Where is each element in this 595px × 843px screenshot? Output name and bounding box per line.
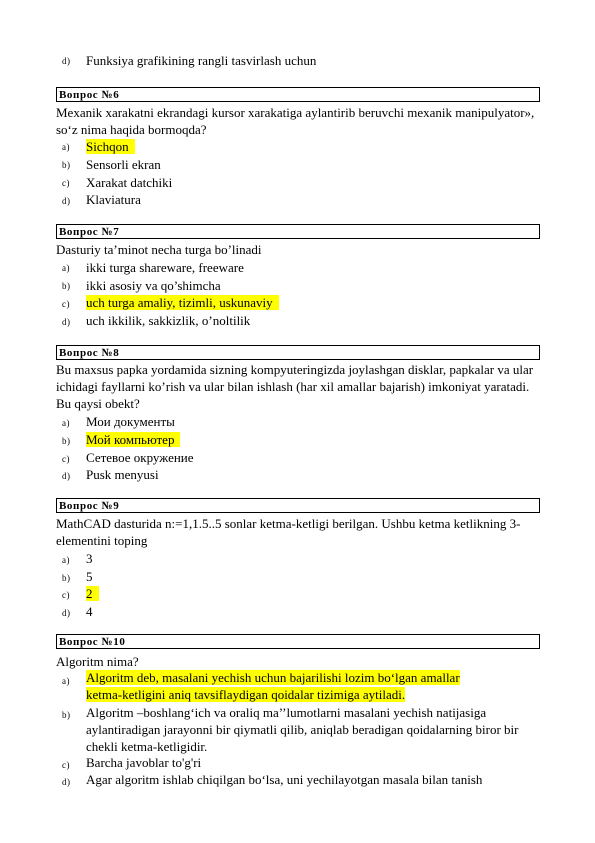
question-header [56, 87, 540, 102]
question-header [56, 498, 540, 513]
question-number: Вопрос №10 [59, 636, 126, 648]
question-text: Dasturiy ta’minot necha turga bo’linadi [56, 242, 262, 257]
option-text: Funksiya grafikining rangli tasvirlash uchun [86, 53, 317, 68]
question-header [56, 224, 540, 239]
option-text: Sichqon [86, 138, 135, 155]
option-letter: d) [62, 56, 71, 66]
option-letter: b) [62, 573, 71, 583]
option-letter: c) [62, 178, 70, 188]
question-text: Mexanik xarakatni ekrandagi kursor xarakatiga aylantirib beruvchi mexanik manipulyator», so‘z nima haqida bormoqda? [56, 105, 535, 137]
option-text: Agar algoritm ishlab chiqilgan bo‘lsa, uni yechilayotgan masala bilan tanish [86, 772, 483, 787]
option-letter: d) [62, 777, 71, 787]
option-text: Sensorli ekran [86, 157, 161, 172]
option-letter: b) [62, 281, 71, 291]
question-number: Вопрос №9 [59, 500, 120, 512]
option-text: Мой компьютер [86, 431, 180, 448]
option-letter: a) [62, 263, 70, 273]
option-letter: c) [62, 760, 70, 770]
option-text: ikki asosiy va qo’shimcha [86, 278, 221, 293]
option-letter: b) [62, 436, 71, 446]
option-letter: a) [62, 142, 70, 152]
option-letter: b) [62, 710, 71, 720]
option-text: uch turga amaliy, tizimli, uskunaviy [86, 294, 279, 311]
question-header [56, 634, 540, 649]
option-text: 5 [86, 569, 93, 584]
option-text: Xarakat datchiki [86, 175, 173, 190]
question-header [56, 345, 540, 360]
question-text: Bu maxsus papka yordamida sizning kompyuteringizda joylashgan disklar, papkalar va ular ichidagi fayllarni ko’rish va ular bilan ishlash (har xil amallar bajarish) imkoniyat yaratadi. Bu qaysi obekt? [56, 362, 534, 411]
option-text: Мои документы [86, 414, 175, 429]
option-letter: a) [62, 676, 70, 686]
option-text: ikki turga shareware, freeware [86, 260, 244, 275]
question-text: MathCAD dasturida n:=1,1.5..5 sonlar ketma-ketligi berilgan. Ushbu ketma ketlikning 3-elementini toping [56, 516, 521, 548]
option-text: Algoritm –boshlang‘ich va oraliq ma’’lumotlarni masalani yechish natijasiga aylantiradigan jarayonni bir qiymatli qilib, aniqlab beradigan qoidalarning biror bir chekli ketma-ketligidir. [86, 705, 519, 754]
option-text: uch ikkilik, sakkizlik, o’noltilik [86, 313, 251, 328]
option-text: Algoritm deb, masalani yechish uchun bajarilishi lozim bo‘lgan amallar ketma-ketligini aniq tavsiflaydigan qoidalar tizimiga aytiladi. [86, 670, 460, 702]
option-letter: c) [62, 299, 70, 309]
option-text: Pusk menyusi [86, 467, 159, 482]
option-letter: c) [62, 590, 70, 600]
option-text: Klaviatura [86, 192, 141, 207]
option-letter: d) [62, 196, 71, 206]
option-text: 3 [86, 551, 93, 566]
option-letter: a) [62, 418, 70, 428]
option-text: 4 [86, 604, 93, 619]
question-text: Algoritm nima? [56, 654, 139, 669]
option-letter: d) [62, 471, 71, 481]
question-number: Вопрос №7 [59, 226, 120, 238]
question-number: Вопрос №6 [59, 89, 120, 101]
option-letter: a) [62, 555, 70, 565]
option-text: Barcha javoblar to'g'ri [86, 755, 202, 770]
option-text: Сетевое окружение [86, 450, 194, 465]
question-number: Вопрос №8 [59, 347, 120, 359]
option-text: 2 [86, 585, 99, 602]
option-letter: d) [62, 608, 71, 618]
option-letter: c) [62, 454, 70, 464]
option-letter: d) [62, 317, 71, 327]
option-letter: b) [62, 160, 71, 170]
